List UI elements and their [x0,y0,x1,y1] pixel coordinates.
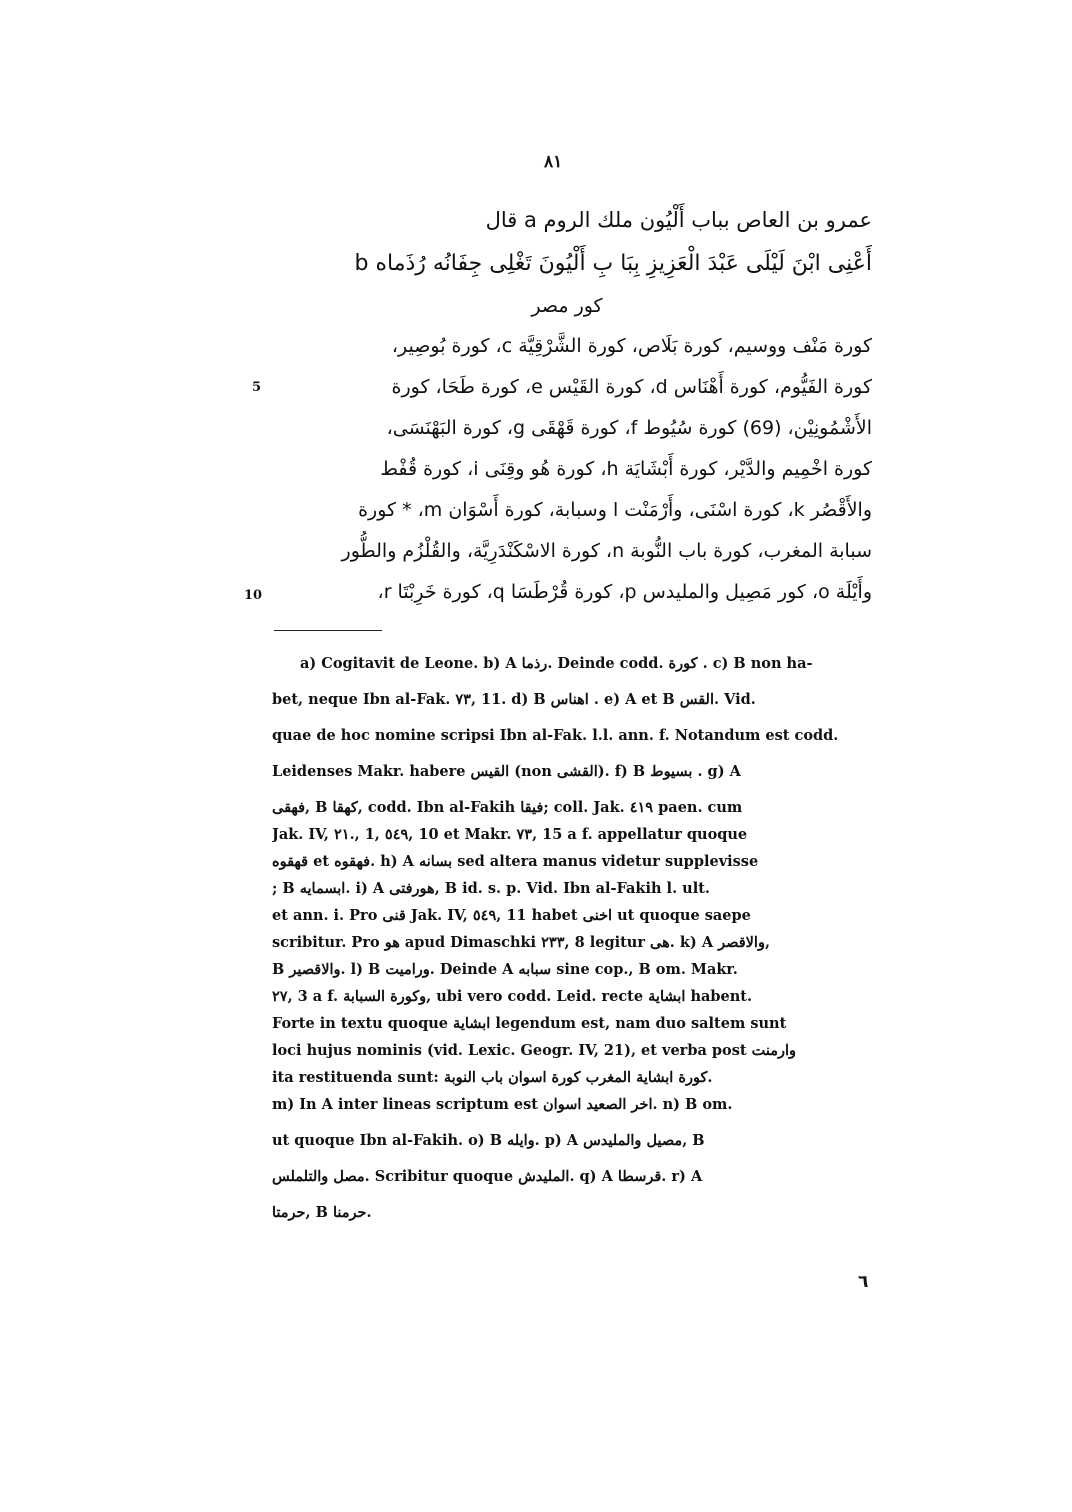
signature-mark: ٦ [858,1272,869,1292]
footnote-line: et ann. i. Pro قنى Jak. IV, ٥٤٩, 11 habet اخنى ut quoque saepe [272,907,751,924]
line-number-10: 10 [244,588,263,603]
footnote-line: m) In A inter lineas scriptum est اخر الصعيد اسوان. n) B om. [272,1096,733,1113]
footnote-line: ‍; B ابسمايه. i) A هورفتى, B id. s. p. Vid. Ibn al-Fakih l. ult. [272,880,710,897]
footnote-line: Leidenses Makr. habere القيس (non القشى). f) B بسيوط . g) A [272,763,741,780]
text-line: كورة مَنْف ووسيم، كورة بَلَاص، كورة الشَّرْقِيَّة c، كورة بُوصِير، [391,335,872,357]
text-line: كورة اخْمِيم والدَّيْر، كورة أَبْشَايَة h، كورة هُو وقِنَى i، كورة قُفْط [380,458,872,480]
footnote-line: حرمتا, B حرمنا. [272,1204,372,1221]
footnote-line: bet, neque Ibn al-Fak. ٧٣, 11. d) B اهناس . e) A et B القس. Vid. [272,691,756,708]
footnote-line: B والاقصير. l) B وراميت. Deinde A سبابه sine cop., B om. Makr. [272,961,738,978]
text-line: وأَيْلَة o، كور مَصِيل والمليدس p، كورة قُرْطَسَا q، كورة خَرِبْتَا r، [377,581,872,603]
footnote-line: ita restituenda sunt: كورة ابشاية المغرب كورة اسوان باب النوبة. [272,1069,713,1086]
footnote-line: مصل والتلملس. Scribitur quoque المليدش. q) A قرسطا. r) A [272,1168,703,1185]
intro-line: عمرو بن العاص بباب أَلْيُون ملك الروم a قال [485,208,872,232]
text-line: سبابة المغرب، كورة باب النُّوبة n، كورة الاسْكَنْدَرِيَّة، والقُلْزُم والطُّور [341,540,872,562]
footnote-divider [274,630,382,631]
text-line: والأَقْصُر k، كورة اسْنَى، وأَرْمَنْت l وسبابة، كورة أَسْوَان m، * كورة [358,499,872,521]
footnote-line: ٢٧, 3 a f. وكورة السبابة, ubi vero codd. Leid. recte ابشاية habent. [272,988,753,1005]
footnotes [272,650,866,1226]
footnote-line: قهقوه et فهقوه. h) A بسانه sed altera manus videtur supplevisse [272,853,759,870]
footnote-line: ut quoque Ibn al-Fakih. o) B وايله. p) A مصيل والمليدس, B [272,1132,705,1149]
footnote-line: فهقى, B كهقا, codd. Ibn al-Fakih فيقا; coll. Jak. ٤١٩ paen. cum [272,799,743,816]
text-line: كورة الفَيُّوم، كورة أَهْنَاس d، كورة القَيْس e، كورة طَحَا، كورة [391,376,872,398]
section-heading: كور مصر [531,295,603,317]
page-number: ٨١ [544,152,563,172]
footnote-line: Jak. IV, ٢١., 1, ٥٤٩, 10 et Makr. ٧٣, 15 a f. appellatur quoque [272,826,748,843]
line-number-5: 5 [252,380,262,395]
main-text [262,326,872,613]
verse-line: أَعْنِى ابْنَ لَيْلَى عَبْدَ الْعَزِيزِ بِبَا بِ أَلْيُونَ تَغْلِى جِفَانُه رُذَماه b [354,251,872,276]
footnote-line: Forte in textu quoque ابشاية legendum est, nam duo saltem sunt [272,1015,787,1032]
footnote-line: a) Cogitavit de Leone. b) A رذما. Deinde codd. كورة . c) B non ha- [300,655,813,672]
footnote-line: quae de hoc nomine scripsi Ibn al-Fak. l.l. ann. f. Notandum est codd. [272,727,839,744]
text-line: الأَشْمُونِيْن، (69) كورة سُيُوط f، كورة قَهْقَى g، كورة البَهْنَسَى، [386,417,872,439]
footnote-line: scribitur. Pro هو apud Dimaschki ٢٣٣, 8 legitur هى. k) A والاقصر, [272,934,771,951]
footnote-line: loci hujus nominis (vid. Lexic. Geogr. IV, 21), et verba post وارمنت [272,1042,797,1059]
